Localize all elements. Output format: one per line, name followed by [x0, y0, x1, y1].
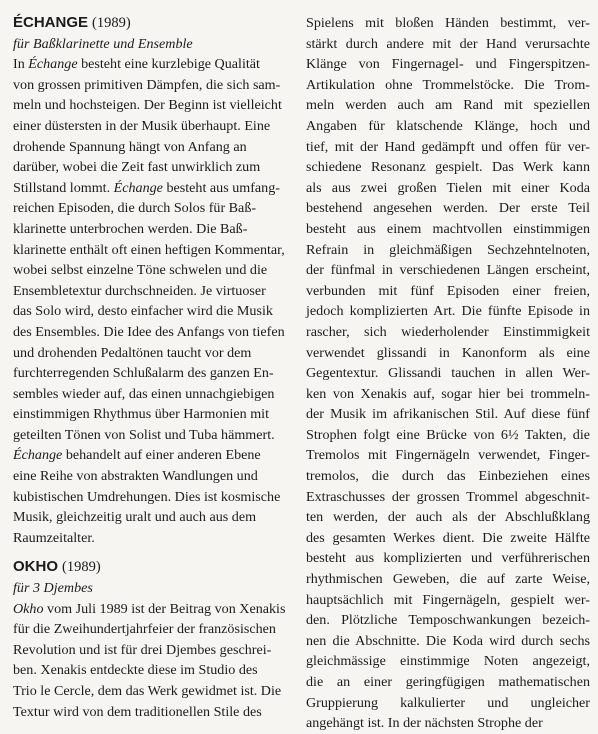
text-line: Refrain in gleichmäßigen Sechzehntelnoten, — [306, 241, 590, 258]
text-line: Musik, gleichzeitig uralt und auch aus dem — [13, 509, 257, 526]
text-line: hauptsächlich mit Fingernägeln, gespielt wer- — [306, 591, 590, 608]
text-line: rhythmischen Geweben, die auf zarte Weise, — [306, 571, 590, 588]
text-line: des Ensembles. Die Idee des Anfangs von tiefen — [13, 323, 285, 340]
text-line: verbunden mit fünf Episoden einer freien, — [306, 282, 590, 299]
text-line: Extraschusses der grossen Trommel abgeschnit- — [306, 488, 590, 505]
section-echange — [13, 13, 293, 548]
right-column — [306, 13, 590, 734]
text-line: Stillstand lommt. Échange besteht aus umfang- — [13, 179, 280, 196]
work-year: (1989) — [62, 559, 101, 576]
text-line: einstimmigen Rhythmus über Harmonien mit — [13, 406, 270, 423]
text-line: meln werden auch am Rand mit speziellen — [306, 97, 590, 114]
text-line: das Solo wird, desto einfacher wird die Musik — [13, 303, 273, 320]
text-line: furchterregenden Schlußalarm des ganzen En- — [13, 365, 274, 382]
text-line: Échange behandelt auf einer anderen Ebene — [13, 447, 261, 464]
work-year: (1989) — [92, 15, 131, 31]
text-line: jedoch komplizierten Art. Die fünfte Episode in — [306, 303, 590, 320]
text-line: Tremolos mit Fingernägeln verwendet, Finger- — [306, 447, 590, 464]
text-line: bestehend angesehen werden. Der erste Teil — [306, 200, 590, 217]
text-line: schiedene Resonanz gespielt. Das Werk kann — [306, 159, 590, 176]
work-subtitle: für 3 Djembes — [13, 580, 93, 597]
text-line: geteilten Tönen von Solist und Tuba hämmert. — [13, 426, 275, 443]
text-line: Gegentextur. Glissandi tauchen in allen Wer- — [306, 365, 590, 382]
text-line: Okho vom Juli 1989 ist der Beitrag von Xenakis — [13, 600, 286, 617]
text-line: In Échange besteht eine kurzlebige Qualität — [13, 56, 260, 73]
text-line: reichen Episoden, die durch Solos für Baß- — [13, 200, 257, 217]
text-line: drohende Spannung hängt von Anfang an — [13, 138, 247, 155]
section-body — [13, 54, 293, 548]
work-title: OKHO — [13, 558, 58, 576]
text-line: der Musik im afrikanischen Stil. Auf diese fünf — [306, 406, 590, 423]
text-line: Raumzeitalter. — [13, 529, 95, 546]
section-body — [306, 13, 590, 734]
text-line: den. Plötzliche Temposchwankungen bezeich- — [306, 612, 590, 629]
text-line: ten werden, der auch als der Abschlußklang — [306, 509, 590, 526]
text-line: Spielens mit bloßen Händen bestimmt, ver- — [306, 15, 590, 31]
text-line: wobei selbst einzelne Töne schwelen und die — [13, 262, 268, 279]
text-line: klarinette enthält oft einen heftigen Kommentar, — [13, 241, 285, 258]
text-line: angehängt ist. In der nächsten Strophe der — [306, 715, 543, 732]
text-line: einer düstersten in der Musik überhaupt. Eine — [13, 117, 271, 134]
text-line: der fünfmal in verschiedenen Längen erscheint, — [306, 262, 590, 279]
section-okho — [13, 557, 293, 722]
work-subtitle: für Baßklarinette und Ensemble — [13, 35, 193, 52]
text-line: kubistischen Umdrehungen. Dies ist kosmische — [13, 488, 281, 505]
text-line: Klänge von Fingernagel- und Fingerspitzen- — [306, 56, 590, 73]
text-line: klarinette unterbrochen werden. Die Baß- — [13, 220, 248, 237]
section-body — [13, 599, 293, 723]
text-line: sembles wieder auf, das einen unnachgiebigen — [13, 385, 275, 402]
text-line: und drohenden Pedaltönen taucht vor dem — [13, 344, 252, 361]
text-line: Artikulation ohne Trommelstöcke. Die Trom- — [306, 76, 590, 93]
text-line: von grossen primitiven Dämpfen, die sich sam- — [13, 76, 281, 93]
text-line: tief, mit der Hand gedämpft und offen für ver- — [306, 138, 590, 155]
text-line: tremolos, die durch das Einbeziehen eines — [306, 468, 590, 485]
text-line: rascher, sich wiederholender Einstimmigkeit — [306, 323, 590, 340]
text-line: eine Reihe von abstrakten Wandlungen und — [13, 468, 258, 485]
text-line: des gesamten Werkes dient. Die zweite Hälfte — [306, 529, 590, 546]
section-heading — [13, 13, 293, 34]
text-line: für die Zweihundertjahrfeier der französischen — [13, 621, 276, 638]
text-line: als aus zwei großen Tielen mit einer Koda — [306, 179, 590, 196]
text-line: Strophen folgt eine Brücke von 6½ Takten, die — [306, 426, 590, 443]
left-column — [13, 13, 293, 722]
text-line: Trio le Cercle, dem das Werk gewidmet ist. Die — [13, 683, 282, 699]
text-line: Ensembletextur durchschneiden. Je virtuoser — [13, 282, 266, 299]
text-line: besteht aus komplizierten und verführerischen — [306, 550, 590, 567]
work-title: ÉCHANGE — [13, 14, 89, 31]
text-line: verwendet glissandi in Kanonform als eine — [306, 344, 590, 361]
text-line: stärkt durch andere mit der Hand verursachte — [306, 35, 590, 52]
text-line: meln und hochsteigen. Der Beginn ist vielleicht — [13, 97, 282, 114]
text-line: darüber, wobei die Zeit fast unwirklich zum — [13, 159, 261, 176]
text-line: ben. Xenakis entdeckte diese im Studio des — [13, 662, 258, 679]
section-heading — [13, 557, 293, 578]
text-line: die an einer geringfügigen mathematischen — [306, 674, 590, 690]
text-line: ken von Xenakis auf, sogar hier bei trommeln- — [306, 385, 590, 402]
text-line: gleichmässige einstimmige Noten angezeigt, — [306, 653, 590, 670]
text-line: Angaben für klatschende Klänge, hoch und — [306, 117, 590, 134]
text-line: Gruppierung kalkulierter und ungleicher — [306, 694, 590, 711]
text-line: nen die Abschnitte. Die Koda wird durch sechs — [306, 632, 590, 649]
text-line: besteht aus einem machtvollen einstimmigen — [306, 220, 590, 237]
text-line: Textur wird von dem traditionellen Stile des — [13, 703, 262, 720]
text-line: Revolution und ist für drei Djembes geschrei- — [13, 641, 272, 658]
